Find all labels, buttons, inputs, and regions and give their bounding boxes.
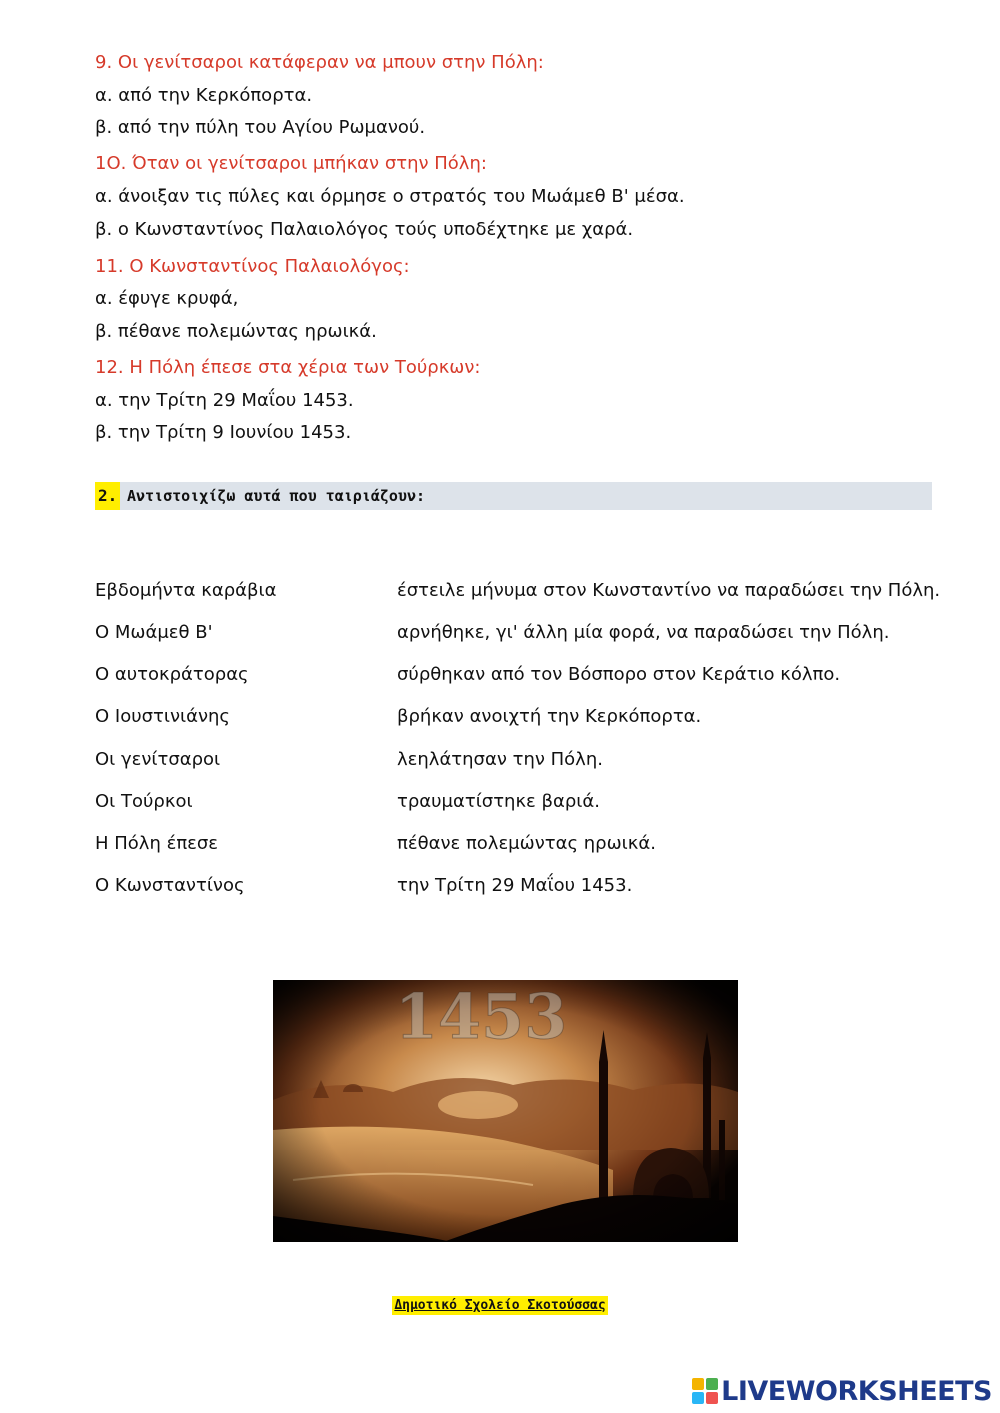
constantinople-1453-image: [273, 980, 738, 1242]
answer-option: β. την Τρίτη 9 Ιουνίου 1453.: [95, 422, 352, 443]
brand-name: LIVEWORKSHEETS: [721, 1375, 992, 1407]
question-prompt: 9. Οι γενίτσαροι κατάφεραν να μπουν στην Πόλη:: [95, 52, 544, 73]
match-right-item[interactable]: σύρθηκαν από τον Βόσπορο στον Κεράτιο κόλπο.: [397, 664, 841, 685]
match-right-item[interactable]: τραυματίστηκε βαριά.: [397, 791, 600, 812]
match-right-item[interactable]: πέθανε πολεμώντας ηρωικά.: [397, 833, 656, 854]
section-title: Αντιστοιχίζω αυτά που ταιριάζουν:: [127, 487, 426, 505]
question-prompt: 12. Η Πόλη έπεσε στα χέρια των Τούρκων:: [95, 357, 481, 378]
match-right-item[interactable]: λεηλάτησαν την Πόλη.: [397, 749, 603, 770]
match-left-item[interactable]: Ο Κωνσταντίνος: [95, 875, 245, 896]
answer-option: α. από την Κερκόπορτα.: [95, 85, 313, 106]
match-right-item[interactable]: βρήκαν ανοιχτή την Κερκόπορτα.: [397, 706, 702, 727]
liveworksheets-logo-icon: [692, 1378, 718, 1404]
match-right-item[interactable]: την Τρίτη 29 Μαΐου 1453.: [397, 875, 633, 896]
match-left-item[interactable]: Η Πόλη έπεσε: [95, 833, 219, 854]
answer-option: α. την Τρίτη 29 Μαΐου 1453.: [95, 390, 354, 411]
answer-option: β. ο Κωνσταντίνος Παλαιολόγος τούς υποδέχτηκε με χαρά.: [95, 219, 634, 240]
answer-option: α. άνοιξαν τις πύλες και όρμησε ο στρατός του Μωάμεθ Β' μέσα.: [95, 186, 685, 207]
question-prompt: 11. Ο Κωνσταντίνος Παλαιολόγος:: [95, 256, 410, 277]
answer-option: β. από την πύλη του Αγίου Ρωμανού.: [95, 117, 426, 138]
match-left-item[interactable]: Ο Μωάμεθ Β': [95, 622, 213, 643]
match-left-item[interactable]: Ο αυτοκράτορας: [95, 664, 249, 685]
match-left-item[interactable]: Οι Τούρκοι: [95, 791, 193, 812]
school-name-label: [0, 1294, 1000, 1313]
match-right-item[interactable]: έστειλε μήνυμα στον Κωνσταντίνο να παραδώσει την Πόλη.: [397, 580, 941, 601]
school-name: Δημοτικό Σχολείο Σκοτούσσας: [394, 1298, 606, 1313]
question-prompt: 1Ο. Όταν οι γενίτσαροι μπήκαν στην Πόλη:: [95, 153, 487, 174]
match-left-item[interactable]: Εβδομήντα καράβια: [95, 580, 277, 601]
answer-option: β. πέθανε πολεμώντας ηρωικά.: [95, 321, 377, 342]
match-right-item[interactable]: αρνήθηκε, γι' άλλη μία φορά, να παραδώσει την Πόλη.: [397, 622, 890, 643]
match-left-item[interactable]: Ο Ιουστινιάνης: [95, 706, 230, 727]
answer-option: α. έφυγε κρυφά,: [95, 288, 239, 309]
match-left-item[interactable]: Οι γενίτσαροι: [95, 749, 221, 770]
section-number: 2.: [95, 482, 120, 510]
liveworksheets-logo: [692, 1374, 992, 1408]
section-header: [95, 482, 932, 510]
year-caption: 1453: [394, 980, 568, 1053]
